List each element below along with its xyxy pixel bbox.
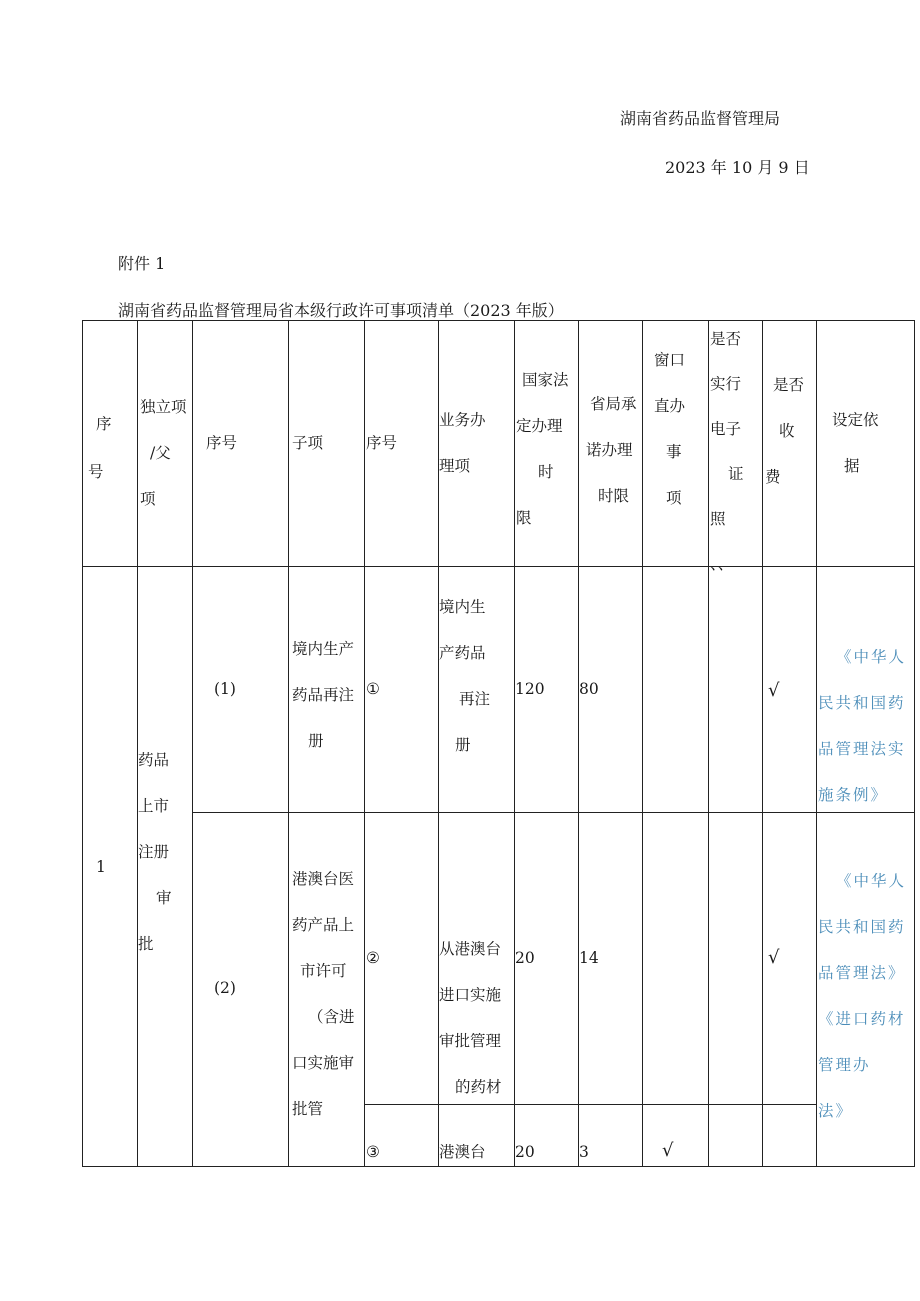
row2-promise-limit: 14 xyxy=(579,949,599,967)
grid-line xyxy=(816,320,817,1167)
row3-biz-item: 港澳台 xyxy=(439,1143,486,1161)
grid-line xyxy=(82,320,83,1167)
row3-window-check: √ xyxy=(662,1140,674,1161)
row2-basis: 《中华人 民共和国药 品管理法》 《进口药材 管理办 法》 xyxy=(818,872,907,1120)
grid-line xyxy=(192,320,193,1167)
grid-line xyxy=(642,320,643,1167)
row3-promise-limit: 3 xyxy=(579,1143,589,1161)
document-title: 湖南省药品监督管理局省本级行政许可事项清单（2023 年版） xyxy=(118,301,564,320)
header-sub-item: 子项 xyxy=(292,434,324,452)
row1-fee-check: √ xyxy=(768,680,780,701)
header-sub-seq: 序号 xyxy=(206,434,238,452)
row1-basis: 《中华人 民共和国药 品管理法实 施条例》 xyxy=(818,648,907,804)
row1-sub-seq: (1) xyxy=(214,680,236,698)
header-window: 窗口 直办 事 项 xyxy=(654,351,686,507)
grid-line xyxy=(82,320,915,321)
grid-line xyxy=(708,320,709,1167)
row1-biz-item: 境内生 产药品 再注 册 xyxy=(439,598,491,754)
row1-biz-seq: ① xyxy=(366,680,380,698)
grid-line xyxy=(82,566,915,567)
row2-biz-seq: ② xyxy=(366,949,380,967)
grid-line xyxy=(914,320,915,1167)
group-independent-item: 药品 上市 注册 审 批 xyxy=(138,751,172,953)
grid-line xyxy=(364,1104,816,1105)
attachment-label: 附件 1 xyxy=(118,254,166,273)
row3-legal-limit: 20 xyxy=(515,1143,535,1161)
row2-legal-limit: 20 xyxy=(515,949,535,967)
header-biz-seq: 序号 xyxy=(366,434,398,452)
header-legal-limit: 国家法 定办理 时 限 xyxy=(516,371,569,527)
grid-line xyxy=(192,812,915,813)
row1-promise-limit: 80 xyxy=(579,680,599,698)
row1-legal-limit: 120 xyxy=(515,680,545,698)
header-biz-item: 业务办 理项 xyxy=(439,411,486,475)
grid-line xyxy=(288,320,289,1167)
grid-line xyxy=(578,320,579,1167)
header-promise-limit: 省局承 诺办理 时限 xyxy=(586,395,637,505)
header-basis: 设定依 据 xyxy=(832,411,879,475)
header-seq: 序 号 xyxy=(88,415,112,481)
row2-sub-seq: (2) xyxy=(214,979,236,997)
header-fee: 是否 收 费 xyxy=(765,376,805,486)
grid-line xyxy=(82,1166,915,1167)
permit-table xyxy=(82,320,915,1167)
row1-sub-item: 境内生产 药品再注 册 xyxy=(292,640,355,750)
group-seq: 1 xyxy=(96,858,106,876)
issue-date: 2023 年 10 月 9 日 xyxy=(665,158,810,177)
row2-fee-check: √ xyxy=(768,947,780,968)
row2-sub-item: 港澳台医 药产品上 市许可 （含进 口实施审 批管 xyxy=(292,870,355,1118)
grid-line xyxy=(514,320,515,1167)
header-independent-item: 独立项 /父 项 xyxy=(140,398,187,508)
row3-biz-seq: ③ xyxy=(366,1143,380,1161)
row2-biz-item: 从港澳台 进口实施 审批管理 的药材 xyxy=(439,940,502,1096)
grid-line xyxy=(762,320,763,1167)
issuer-name: 湖南省药品监督管理局 xyxy=(620,109,781,128)
header-e-license: 是否 实行 电子 证 照 、、 xyxy=(710,330,744,573)
grid-line xyxy=(364,320,365,1167)
